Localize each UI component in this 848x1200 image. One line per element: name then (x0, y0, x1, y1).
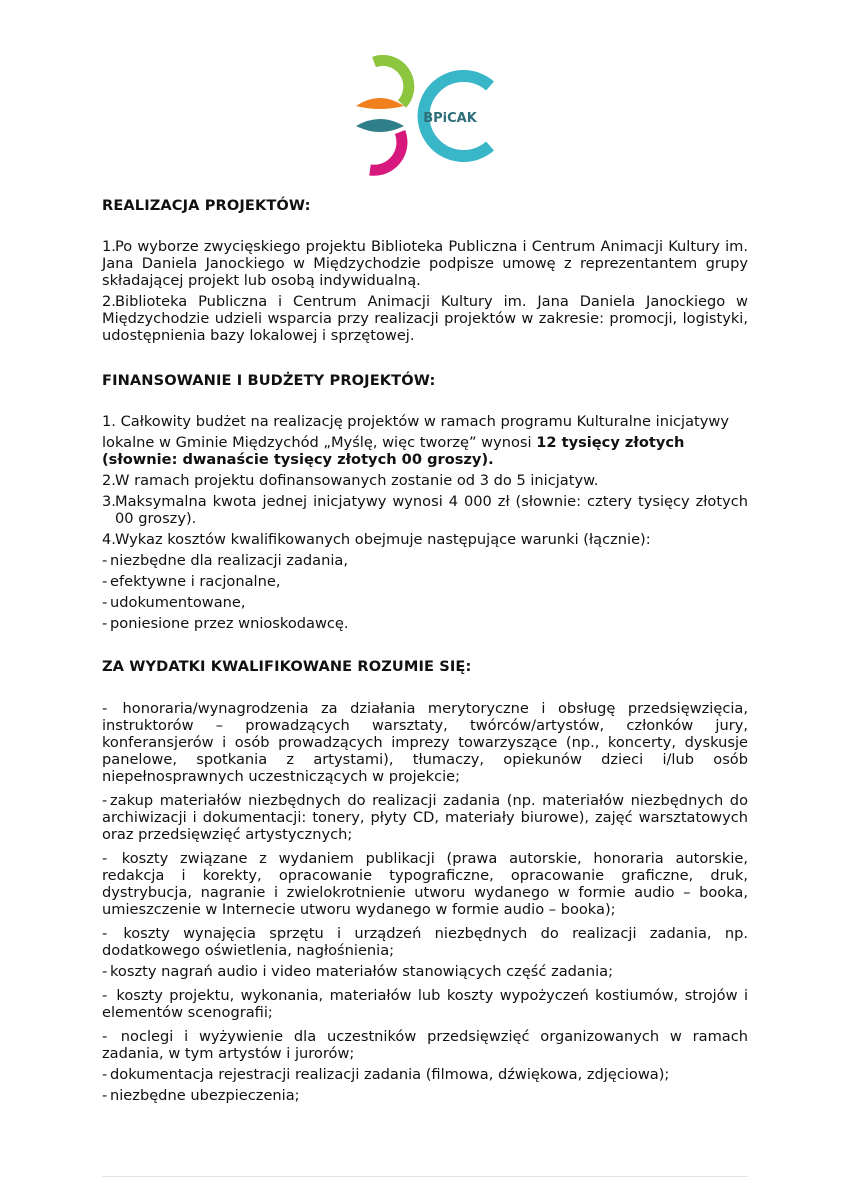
bpicak-logo (352, 52, 498, 176)
list-item: 2.W ramach projektu dofinansowanych zostanie od 3 do 5 inicjatyw. (102, 472, 599, 489)
logo-text: BPiCAK (423, 111, 477, 126)
logo-green-arc (374, 60, 409, 104)
page-divider (102, 1176, 748, 1177)
list-item: 3.Maksymalna kwota jednej inicjatywy wynosi 4 000 zł (słownie: cztery tysięcy złotych 00 groszy). (102, 493, 748, 527)
logo-magenta-arc (370, 132, 402, 170)
expense-item: - koszty projektu, wykonania, materiałów lub koszty wypożyczeń kostiumów, strojów i elementów scenografii; (102, 987, 748, 1021)
condition-item: - poniesione przez wnioskodawcę. (102, 615, 349, 632)
list-item: 4.Wykaz kosztów kwalifikowanych obejmuje następujące warunki (łącznie): (102, 531, 651, 548)
list-item: 2.Biblioteka Publiczna i Centrum Animacji Kultury im. Jana Daniela Janockiego w Międzychodzie udzieli wsparcia przy realizacji projektów w zakresie: promocji, logistyki, udostępnienia bazy lokalowej i sprzętowej. (102, 293, 748, 344)
expense-item: - koszty wynajęcia sprzętu i urządzeń niezbędnych do realizacji zadania, np. dodatkowego oświetlenia, nagłośnienia; (102, 925, 748, 959)
heading-finansowanie: FINANSOWANIE I BUDŻETY PROJEKTÓW: (102, 372, 436, 389)
budget-paragraph-a: 1. Całkowity budżet na realizację projektów w ramach programu Kulturalne inicjatywy (102, 413, 729, 430)
expense-item: - zakup materiałów niezbędnych do realizacji zadania (np. materiałów niezbędnych do archiwizacji i dokumentacji: tonery, płyty CD, materiały biurowe), zajęć warsztatowych oraz przedsięwzięć artystycznych; (102, 792, 748, 843)
heading-wydatki: ZA WYDATKI KWALIFIKOWANE ROZUMIE SIĘ: (102, 658, 472, 675)
logo-orange-shape (356, 98, 404, 109)
logo-teal-shape (356, 119, 404, 132)
document-body (102, 197, 748, 1104)
condition-item: - niezbędne dla realizacji zadania, (102, 552, 348, 569)
expense-item: - koszty nagrań audio i video materiałów stanowiących część zadania; (102, 963, 614, 980)
heading-realizacja: REALIZACJA PROJEKTÓW: (102, 197, 311, 214)
expense-item: - noclegi i wyżywienie dla uczestników przedsięwzięć organizowanych w ramach zadania, w tym artystów i jurorów; (102, 1028, 749, 1062)
condition-item: - efektywne i racjonalne, (102, 573, 281, 590)
list-item: 1.Po wyborze zwycięskiego projektu Biblioteka Publiczna i Centrum Animacji Kultury im. Jana Daniela Janockiego w Międzychodzie podpisze umowę z reprezentantem grupy składającej projekt lub osobą indywidualną. (102, 238, 748, 289)
expense-item: - honoraria/wynagrodzenia za działania merytoryczne i obsługę przedsięwzięcia, instruktorów – prowadzących warsztaty, twórców/artystów, członków jury, konferansjerów i osób prowadzących imprezy towarzyszące (np., koncerty, dyskusje panelowe, spotkania z artystami), tłumaczy, opiekunów dzieci i/lub osób niepełnosprawnych uczestniczących w projekcie; (102, 700, 749, 785)
condition-item: - udokumentowane, (102, 594, 246, 611)
expense-item: - dokumentacja rejestracji realizacji zadania (filmowa, dźwiękowa, zdjęciowa); (102, 1066, 670, 1083)
expense-item: - koszty związane z wydaniem publikacji (prawa autorskie, honoraria autorskie, redakcja i korekty, opracowanie typograficzne, opracowanie graficzne, druk, dystrybucja, nagranie i zwielokrotnienie utworu wydanego w formie audio – booka, umieszczenie w Internecie utworu wydanego w formie audio – booka); (102, 850, 749, 918)
budget-paragraph-b: lokalne w Gminie Międzychód „Myślę, więc tworzę” wynosi 12 tysięcy złotych (słownie: dwanaście tysięcy złotych 00 groszy). (102, 434, 685, 468)
expense-item: - niezbędne ubezpieczenia; (102, 1087, 300, 1104)
